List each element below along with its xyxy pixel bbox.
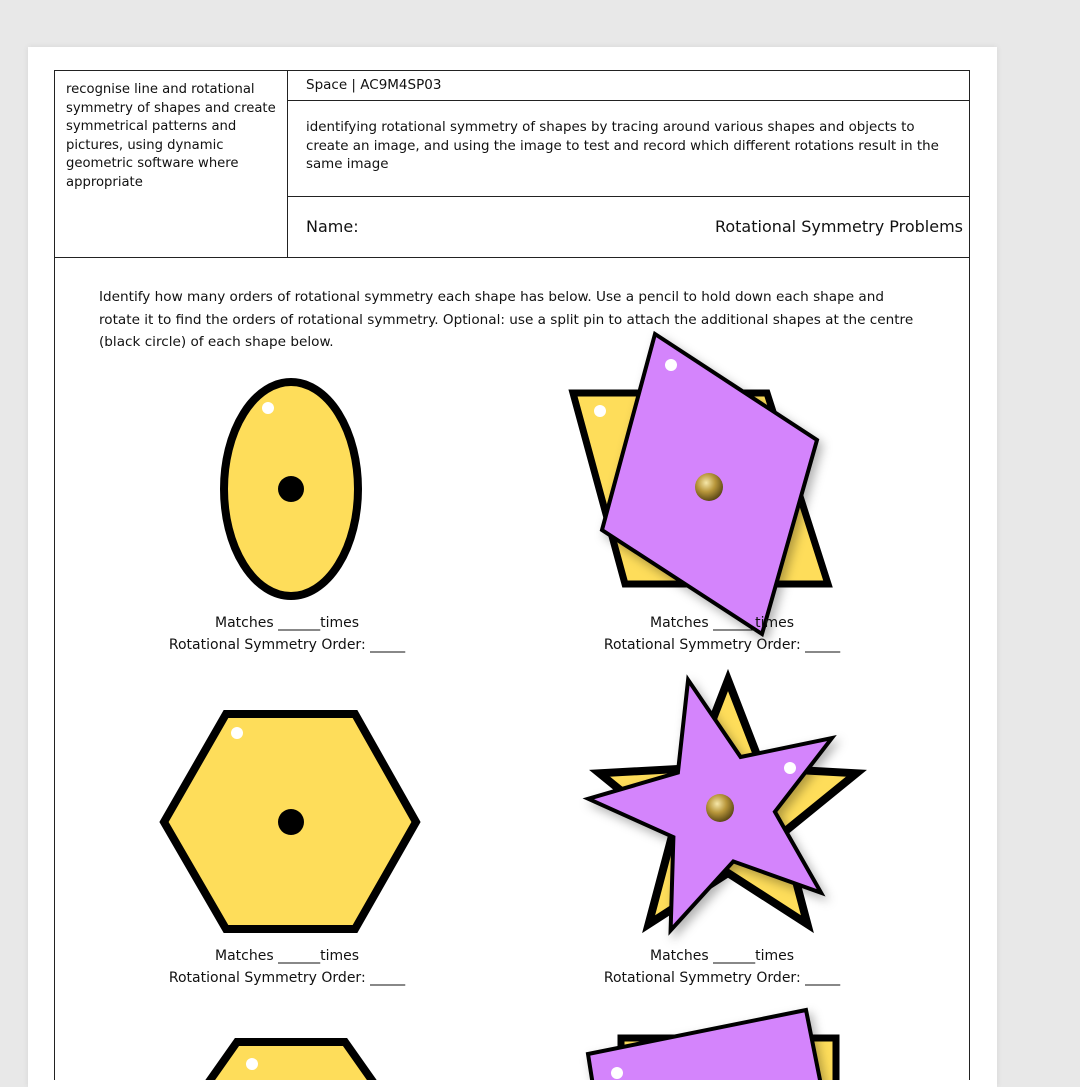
rhombus-cutout[interactable] bbox=[602, 334, 817, 634]
bottom-rectangle-cutout[interactable] bbox=[588, 1010, 830, 1080]
strand-code: Space | AC9M4SP03 bbox=[288, 71, 969, 101]
hexagon-shape bbox=[164, 714, 416, 929]
problem-4-answer bbox=[572, 945, 872, 989]
name-label: Name: bbox=[306, 217, 359, 236]
marker-dot bbox=[262, 402, 274, 414]
bottom-hexagon-shape bbox=[175, 1042, 407, 1080]
marker-dot bbox=[594, 405, 606, 417]
centre-dot bbox=[278, 476, 304, 502]
split-pin-icon bbox=[706, 794, 734, 822]
instructions: Identify how many orders of rotational symmetry each shape has below. Use a pencil to hold down each shape and rotate it to find the orders of rotational symmetry. Optional: use a split pin to attach the additional shapes at the centre (black circle) of each shape below. bbox=[99, 289, 914, 350]
matches-blank[interactable]: Matches ______times bbox=[650, 948, 794, 964]
marker-dot bbox=[784, 762, 796, 774]
elaboration-text: identifying rotational symmetry of shapes by tracing around various shapes and objects to create an image, and using the image to test and record which different rotations result in the same image bbox=[288, 101, 969, 197]
split-pin-icon bbox=[695, 473, 723, 501]
worksheet-title: Rotational Symmetry Problems bbox=[714, 217, 963, 236]
problem-2-answer bbox=[572, 612, 872, 656]
order-blank[interactable]: Rotational Symmetry Order: _____ bbox=[168, 637, 406, 653]
order-blank[interactable]: Rotational Symmetry Order: _____ bbox=[168, 970, 406, 986]
centre-dot bbox=[278, 809, 304, 835]
marker-dot bbox=[231, 727, 243, 739]
matches-blank[interactable]: Matches ______times bbox=[650, 615, 794, 631]
matches-blank[interactable]: Matches ______times bbox=[215, 948, 359, 964]
order-blank[interactable]: Rotational Symmetry Order: _____ bbox=[603, 970, 841, 986]
marker-dot bbox=[246, 1058, 258, 1070]
order-blank[interactable]: Rotational Symmetry Order: _____ bbox=[603, 637, 841, 653]
problem-1-answer bbox=[137, 612, 437, 656]
marker-dot bbox=[611, 1067, 623, 1079]
problem-3-answer bbox=[137, 945, 437, 989]
marker-dot bbox=[665, 359, 677, 371]
matches-blank[interactable]: Matches ______times bbox=[215, 615, 359, 631]
oval-shape bbox=[224, 382, 358, 596]
curriculum-description: recognise line and rotational symmetry of shapes and create symmetrical patterns and pictures, using dynamic geometric software where appropriate bbox=[55, 71, 288, 257]
